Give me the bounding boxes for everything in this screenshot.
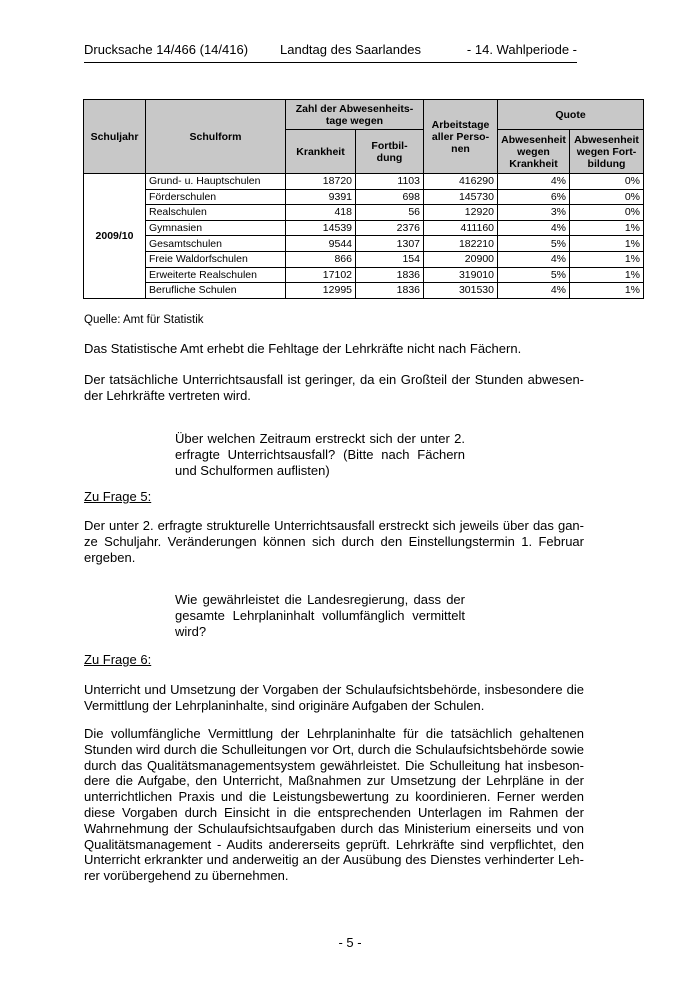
header-schuljahr: Schuljahr — [84, 100, 146, 174]
header-schulform: Schulform — [146, 100, 286, 174]
table-row — [84, 251, 644, 267]
fortbildung-cell: 698 — [356, 189, 424, 205]
schulform-cell: Grund- u. Hauptschulen — [146, 174, 286, 190]
paragraph-unterrichtsausfall: Der tatsächliche Unterrichtsausfall ist geringer, da ein Großteil der Stunden abwesen-der Lehrkräfte vertreten wird. — [84, 372, 584, 403]
krankheit-cell: 14539 — [286, 220, 356, 236]
table-row — [84, 189, 644, 205]
quote-fortbildung-cell: 1% — [570, 236, 644, 252]
krankheit-cell: 9391 — [286, 189, 356, 205]
fortbildung-cell: 1836 — [356, 267, 424, 283]
krankheit-cell: 418 — [286, 205, 356, 221]
quote-krankheit-cell: 4% — [498, 251, 570, 267]
header-quote-fortbildung: Abwesenheit wegen Fort-bildung — [570, 130, 644, 174]
table-row — [84, 236, 644, 252]
table-row — [84, 283, 644, 299]
heading-frage-5: Zu Frage 5: — [84, 489, 152, 504]
table-row — [84, 220, 644, 236]
krankheit-cell: 866 — [286, 251, 356, 267]
krankheit-cell: 12995 — [286, 283, 356, 299]
quote-krankheit-cell: 5% — [498, 267, 570, 283]
arbeitstage-cell: 182210 — [424, 236, 498, 252]
table-source: Quelle: Amt für Statistik — [84, 314, 204, 326]
arbeitstage-cell: 319010 — [424, 267, 498, 283]
quote-krankheit-cell: 6% — [498, 189, 570, 205]
krankheit-cell: 9544 — [286, 236, 356, 252]
fortbildung-cell: 1103 — [356, 174, 424, 190]
schulform-cell: Gymnasien — [146, 220, 286, 236]
arbeitstage-cell: 145730 — [424, 189, 498, 205]
header-abwesenheit-group: Zahl der Abwesenheits-tage wegen — [286, 100, 424, 130]
fortbildung-cell: 1836 — [356, 283, 424, 299]
schulform-cell: Förderschulen — [146, 189, 286, 205]
heading-frage-6: Zu Frage 6: — [84, 652, 152, 667]
question-6: Wie gewährleistet die Landesregierung, dass der gesamte Lehrplaninhalt vollumfänglich vermittelt wird? — [175, 592, 465, 639]
fortbildung-cell: 154 — [356, 251, 424, 267]
header-quote-group: Quote — [498, 100, 644, 130]
fortbildung-cell: 2376 — [356, 220, 424, 236]
quote-krankheit-cell: 3% — [498, 205, 570, 221]
year-cell: 2009/10 — [84, 174, 146, 299]
quote-fortbildung-cell: 1% — [570, 267, 644, 283]
answer-6-details: Die vollumfängliche Vermittlung der Lehrplaninhalte für die tatsächlich gehaltenen Stunden wird durch die Schulleitungen vor Ort, durch die Schulaufsichtsbehörde sowie durch das Qualitätsmanagementsystem gewährleistet. Die Schulleitung hat insbeson-dere die Aufgabe, den Unterricht, Maßnahmen zur Umsetzung der Lehrpläne in der unterrichtlichen Praxis und die Leistungsbewertung zu koordinieren. Ferner werden diese Vorgaben durch Einsicht in die entsprechenden Unterlagen im Rahmen der Wahrnehmung der Schulaufsichtsaufgaben durch das Ministerium einerseits und von Qualitätsmanagement - Audits andererseits geprüft. Lehrkräfte sind verpflichtet, den Unterricht erkrankter und anderweitig an der Ausübung des Dienstes verhinderter Leh-rer vorübergehend zu übernehmen. — [84, 726, 584, 884]
schulform-cell: Freie Waldorfschulen — [146, 251, 286, 267]
parliament-name: Landtag des Saarlandes — [280, 42, 421, 57]
quote-krankheit-cell: 4% — [498, 174, 570, 190]
absence-statistics-table — [83, 99, 644, 299]
krankheit-cell: 18720 — [286, 174, 356, 190]
krankheit-cell: 17102 — [286, 267, 356, 283]
page-header — [84, 40, 577, 63]
quote-fortbildung-cell: 1% — [570, 220, 644, 236]
fortbildung-cell: 1307 — [356, 236, 424, 252]
arbeitstage-cell: 301530 — [424, 283, 498, 299]
quote-krankheit-cell: 5% — [498, 236, 570, 252]
arbeitstage-cell: 416290 — [424, 174, 498, 190]
quote-krankheit-cell: 4% — [498, 220, 570, 236]
table-row — [84, 174, 644, 190]
answer-5: Der unter 2. erfragte strukturelle Unterrichtsausfall erstreckt sich jeweils über das gan-ze Schuljahr. Veränderungen können sich durch den Einstellungstermin 1. Februar ergeben. — [84, 518, 584, 565]
table-row — [84, 267, 644, 283]
table-row — [84, 205, 644, 221]
page-number: - 5 - — [338, 935, 362, 950]
quote-fortbildung-cell: 0% — [570, 205, 644, 221]
header-quote-krankheit: Abwesenheit wegen Krankheit — [498, 130, 570, 174]
quote-fortbildung-cell: 1% — [570, 251, 644, 267]
paragraph-fehltage: Das Statistische Amt erhebt die Fehltage der Lehrkräfte nicht nach Fächern. — [84, 341, 522, 356]
arbeitstage-cell: 411160 — [424, 220, 498, 236]
question-5: Über welchen Zeitraum erstreckt sich der unter 2. erfragte Unterrichtsausfall? (Bitte nach Fächern und Schulformen auflisten) — [175, 431, 465, 478]
fortbildung-cell: 56 — [356, 205, 424, 221]
quote-krankheit-cell: 4% — [498, 283, 570, 299]
header-krankheit: Krankheit — [286, 130, 356, 174]
header-arbeitstage: Arbeitstage aller Perso-nen — [424, 100, 498, 174]
quote-fortbildung-cell: 0% — [570, 189, 644, 205]
document-number: Drucksache 14/466 (14/416) — [84, 42, 249, 57]
answer-6-intro: Unterricht und Umsetzung der Vorgaben der Schulaufsichtsbehörde, insbesondere die Vermittlung der Lehrplaninhalte, sind originäre Aufgaben der Schulen. — [84, 682, 584, 713]
arbeitstage-cell: 12920 — [424, 205, 498, 221]
schulform-cell: Realschulen — [146, 205, 286, 221]
schulform-cell: Erweiterte Realschulen — [146, 267, 286, 283]
quote-fortbildung-cell: 1% — [570, 283, 644, 299]
quote-fortbildung-cell: 0% — [570, 174, 644, 190]
legislative-period: - 14. Wahlperiode - — [466, 42, 577, 57]
schulform-cell: Gesamtschulen — [146, 236, 286, 252]
header-fortbildung: Fortbil-dung — [356, 130, 424, 174]
arbeitstage-cell: 20900 — [424, 251, 498, 267]
schulform-cell: Berufliche Schulen — [146, 283, 286, 299]
